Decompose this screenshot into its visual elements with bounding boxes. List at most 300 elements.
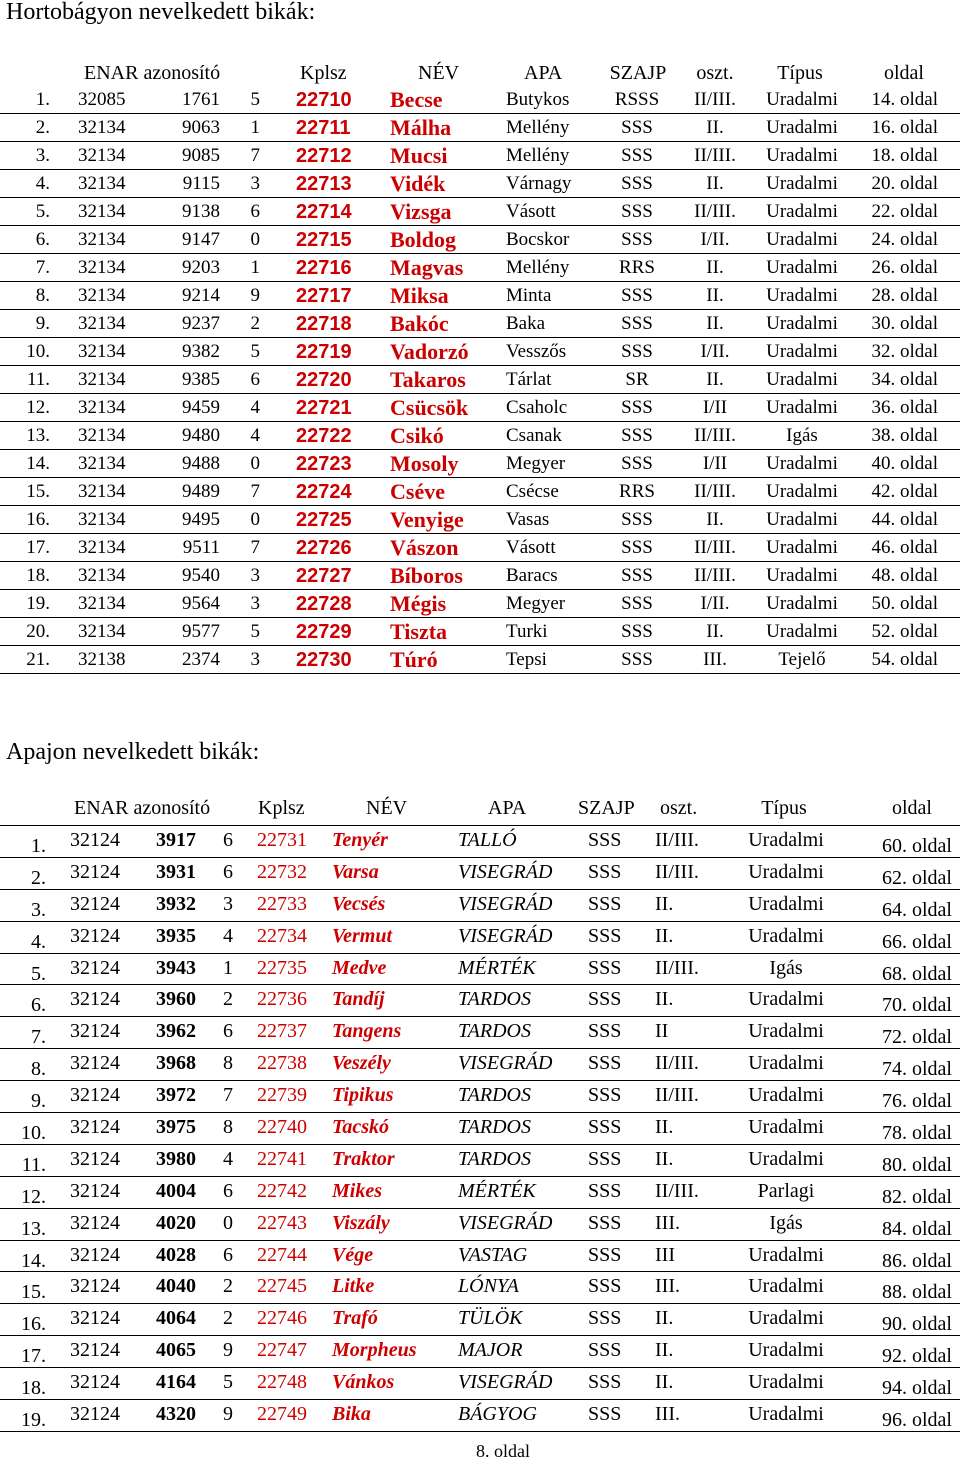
bull-name: Trafó — [332, 1307, 378, 1330]
header-kplsz: Kplsz — [300, 62, 347, 84]
header-enar: ENAR azonosító — [74, 797, 211, 819]
table-row — [0, 450, 960, 478]
type-cell: Uradalmi — [748, 892, 824, 915]
szajp-cell: SSS — [588, 1371, 622, 1394]
sire-name: Várnagy — [506, 173, 572, 194]
table-row — [0, 1017, 960, 1049]
table-row — [0, 254, 960, 282]
enar-part-1: 32134 — [78, 397, 126, 418]
sire-name: TARDOS — [458, 988, 531, 1011]
szajp-cell: RSSS — [614, 89, 660, 110]
bull-name: Mucsi — [390, 143, 448, 168]
class-cell: II. — [655, 988, 674, 1011]
enar-part-1: 32124 — [70, 1020, 120, 1043]
table-row — [0, 282, 960, 310]
enar-check-digit: 8 — [223, 1116, 233, 1139]
class-cell: I/II. — [700, 229, 730, 250]
enar-part-1: 32124 — [70, 1243, 120, 1266]
enar-check-digit: 4 — [250, 425, 260, 446]
bull-name: Bíboros — [390, 563, 463, 588]
enar-part-1: 32134 — [78, 313, 126, 334]
class-cell: II. — [706, 117, 724, 138]
enar-check-digit: 0 — [250, 509, 260, 530]
szajp-cell: SSS — [588, 1275, 622, 1298]
enar-check-digit: 4 — [223, 1147, 233, 1170]
bull-name: Vánkos — [332, 1371, 395, 1394]
bull-name: Tandíj — [332, 988, 385, 1011]
class-cell: II. — [655, 1116, 674, 1139]
class-cell: II. — [706, 369, 724, 390]
sire-name: Csécse — [506, 481, 559, 502]
sire-name: Csanak — [506, 425, 562, 446]
enar-part-2: 3980 — [156, 1147, 196, 1170]
bull-name: Litke — [332, 1275, 375, 1298]
page-ref: 24. oldal — [871, 229, 938, 250]
enar-check-digit: 5 — [223, 1371, 233, 1394]
table-row — [0, 646, 960, 674]
szajp-cell: SSS — [588, 924, 622, 947]
kplsz-cell: 22726 — [296, 537, 352, 559]
row-number: 18. — [21, 1377, 46, 1400]
header-szajp: SZAJP — [578, 797, 635, 819]
enar-check-digit: 5 — [250, 89, 260, 110]
enar-part-2: 4164 — [156, 1371, 196, 1394]
kplsz-cell: 22730 — [296, 649, 352, 671]
row-number: 20. — [26, 621, 50, 642]
szajp-cell: SSS — [621, 313, 653, 334]
kplsz-cell: 22732 — [257, 860, 307, 883]
szajp-cell: SSS — [588, 1084, 622, 1107]
page-ref: 84. oldal — [882, 1217, 952, 1240]
enar-part-1: 32124 — [70, 1371, 120, 1394]
enar-check-digit: 6 — [223, 1243, 233, 1266]
sire-name: VISEGRÁD — [458, 860, 553, 883]
type-cell: Uradalmi — [748, 829, 824, 851]
page-ref: 20. oldal — [871, 173, 938, 194]
table-row — [0, 590, 960, 618]
enar-check-digit: 2 — [223, 1275, 233, 1298]
enar-part-2: 9540 — [182, 565, 220, 586]
page-ref: 14. oldal — [871, 89, 938, 110]
bull-name: Tiszta — [390, 619, 448, 644]
enar-check-digit: 6 — [223, 1179, 233, 1202]
header-kplsz: Kplsz — [258, 797, 305, 819]
enar-part-1: 32134 — [78, 173, 126, 194]
page-ref: 90. oldal — [882, 1313, 952, 1336]
enar-part-2: 3962 — [156, 1020, 196, 1043]
bull-name: Viszály — [332, 1211, 390, 1234]
enar-part-2: 3917 — [156, 829, 196, 851]
bull-name: Morpheus — [332, 1339, 417, 1362]
table-row — [0, 198, 960, 226]
enar-check-digit: 4 — [223, 924, 233, 947]
table-row — [0, 422, 960, 450]
header-apa: APA — [524, 62, 563, 84]
class-cell: III. — [703, 649, 727, 670]
table-row — [0, 826, 960, 858]
row-number: 16. — [26, 509, 50, 530]
szajp-cell: SSS — [621, 173, 653, 194]
szajp-cell: SSS — [588, 829, 622, 851]
table-row — [0, 922, 960, 954]
enar-part-1: 32124 — [70, 1211, 120, 1234]
table-row — [0, 506, 960, 534]
bull-name: Vizsga — [390, 199, 452, 224]
class-cell: II/III. — [655, 1052, 699, 1075]
table-row — [0, 562, 960, 590]
enar-part-2: 4040 — [156, 1275, 196, 1298]
row-number: 5. — [35, 201, 50, 222]
header-oszt: oszt. — [696, 62, 734, 84]
enar-check-digit: 5 — [250, 621, 260, 642]
table-row — [0, 985, 960, 1017]
enar-part-2: 9147 — [182, 229, 220, 250]
type-cell: Uradalmi — [766, 397, 838, 418]
kplsz-cell: 22736 — [257, 988, 307, 1011]
page-ref: 44. oldal — [871, 509, 938, 530]
kplsz-cell: 22725 — [296, 509, 352, 531]
bull-name: Bakóc — [390, 311, 449, 336]
enar-part-1: 32124 — [70, 1307, 120, 1330]
enar-check-digit: 3 — [250, 649, 260, 670]
szajp-cell: SSS — [588, 1147, 622, 1170]
bull-name: Mosoly — [390, 451, 459, 476]
sire-name: Megyer — [506, 453, 566, 474]
row-number: 19. — [26, 593, 50, 614]
class-cell: II. — [655, 1147, 674, 1170]
kplsz-cell: 22728 — [296, 593, 352, 615]
kplsz-cell: 22747 — [257, 1339, 307, 1362]
row-number: 15. — [21, 1281, 46, 1304]
szajp-cell: SSS — [588, 1243, 622, 1266]
enar-part-2: 9382 — [182, 341, 220, 362]
class-cell: I/II — [702, 453, 728, 474]
bull-name: Csikó — [390, 423, 444, 448]
bull-name: Venyige — [390, 507, 464, 532]
szajp-cell: SSS — [621, 621, 653, 642]
sire-name: Turki — [506, 621, 548, 642]
enar-part-2: 4065 — [156, 1339, 196, 1362]
table-row — [0, 534, 960, 562]
szajp-cell: SSS — [588, 1179, 622, 1202]
table-row — [0, 954, 960, 986]
enar-part-1: 32134 — [78, 537, 126, 558]
enar-part-1: 32134 — [78, 341, 126, 362]
enar-part-1: 32134 — [78, 285, 126, 306]
kplsz-cell: 22722 — [296, 425, 352, 447]
enar-check-digit: 4 — [250, 397, 260, 418]
row-number: 10. — [26, 341, 50, 362]
enar-part-1: 32085 — [78, 89, 126, 110]
page-ref: 16. oldal — [871, 117, 938, 138]
bull-name: Vecsés — [332, 892, 386, 915]
row-number: 17. — [26, 537, 50, 558]
table-row — [0, 142, 960, 170]
szajp-cell: SSS — [621, 509, 653, 530]
type-cell: Uradalmi — [748, 1371, 824, 1394]
kplsz-cell: 22746 — [257, 1307, 307, 1330]
type-cell: Uradalmi — [766, 117, 838, 138]
bull-name: Mégis — [390, 591, 447, 616]
enar-part-2: 9085 — [182, 145, 220, 166]
sire-name: Baka — [506, 313, 546, 334]
szajp-cell: SSS — [621, 425, 653, 446]
kplsz-cell: 22721 — [296, 397, 352, 419]
enar-part-1: 32124 — [70, 1084, 120, 1107]
row-number: 5. — [31, 962, 46, 985]
table-row — [0, 226, 960, 254]
kplsz-cell: 22716 — [296, 257, 352, 279]
row-number: 14. — [26, 453, 50, 474]
page-ref: 60. oldal — [882, 835, 952, 857]
enar-check-digit: 2 — [223, 1307, 233, 1330]
enar-check-digit: 3 — [250, 565, 260, 586]
bull-table-apaj — [0, 796, 960, 1432]
class-cell: II/III. — [694, 89, 736, 110]
type-cell: Uradalmi — [748, 1307, 824, 1330]
szajp-cell: SSS — [621, 341, 653, 362]
page-ref: 42. oldal — [871, 481, 938, 502]
page-ref: 86. oldal — [882, 1249, 952, 1272]
enar-part-1: 32124 — [70, 988, 120, 1011]
szajp-cell: SSS — [588, 1403, 622, 1426]
sire-name: TÜLÖK — [458, 1307, 523, 1330]
enar-part-2: 3931 — [156, 860, 196, 883]
szajp-cell: SSS — [588, 1116, 622, 1139]
enar-check-digit: 0 — [250, 229, 260, 250]
enar-check-digit: 0 — [250, 453, 260, 474]
enar-part-2: 4064 — [156, 1307, 196, 1330]
type-cell: Uradalmi — [766, 453, 838, 474]
class-cell: II/III. — [694, 537, 736, 558]
enar-check-digit: 5 — [250, 341, 260, 362]
enar-part-1: 32134 — [78, 117, 126, 138]
page-ref: 78. oldal — [882, 1122, 952, 1145]
table-row — [0, 858, 960, 890]
kplsz-cell: 22735 — [257, 956, 307, 979]
enar-check-digit: 3 — [223, 892, 233, 915]
class-cell: II. — [706, 313, 724, 334]
type-cell: Uradalmi — [748, 1147, 824, 1170]
page-number: 8. oldal — [476, 1441, 530, 1461]
table-row — [0, 890, 960, 922]
class-cell: II — [655, 1020, 669, 1043]
table-row — [0, 338, 960, 366]
kplsz-cell: 22743 — [257, 1211, 307, 1234]
enar-part-2: 3960 — [156, 988, 196, 1011]
table-row — [0, 114, 960, 142]
enar-check-digit: 0 — [223, 1211, 233, 1234]
kplsz-cell: 22717 — [296, 285, 352, 307]
enar-check-digit: 9 — [250, 285, 260, 306]
table-row — [0, 310, 960, 338]
type-cell: Uradalmi — [748, 1339, 824, 1362]
page-ref: 48. oldal — [871, 565, 938, 586]
enar-part-2: 9214 — [182, 285, 220, 306]
kplsz-cell: 22731 — [257, 829, 307, 851]
enar-part-2: 9385 — [182, 369, 220, 390]
enar-check-digit: 3 — [250, 593, 260, 614]
enar-part-2: 9564 — [182, 593, 220, 614]
enar-check-digit: 6 — [223, 1020, 233, 1043]
kplsz-cell: 22710 — [296, 89, 352, 111]
kplsz-cell: 22741 — [257, 1147, 307, 1170]
row-number: 7. — [31, 1026, 46, 1049]
class-cell: II/III. — [694, 565, 736, 586]
class-cell: I/II — [702, 397, 728, 418]
header-apa: APA — [488, 797, 527, 819]
szajp-cell: SSS — [621, 565, 653, 586]
kplsz-cell: 22742 — [257, 1179, 307, 1202]
page-ref: 72. oldal — [882, 1026, 952, 1049]
row-number: 4. — [35, 173, 50, 194]
row-number: 9. — [35, 313, 50, 334]
enar-part-1: 32134 — [78, 593, 126, 614]
table-row — [0, 1145, 960, 1177]
type-cell: Igás — [769, 1211, 803, 1234]
table-row — [0, 1304, 960, 1336]
kplsz-cell: 22724 — [296, 481, 352, 503]
enar-part-1: 32124 — [70, 1052, 120, 1075]
table-row — [0, 1081, 960, 1113]
enar-part-1: 32124 — [70, 924, 120, 947]
page-ref: 52. oldal — [871, 621, 938, 642]
szajp-cell: RRS — [619, 481, 655, 502]
szajp-cell: SSS — [588, 988, 622, 1011]
row-number: 11. — [21, 1153, 46, 1176]
bull-name: Vidék — [390, 171, 446, 196]
kplsz-cell: 22715 — [296, 229, 352, 251]
class-cell: II. — [706, 257, 724, 278]
page-ref: 26. oldal — [871, 257, 938, 278]
szajp-cell: SSS — [621, 117, 653, 138]
class-cell: II/III. — [694, 481, 736, 502]
row-number: 9. — [31, 1090, 46, 1113]
enar-part-1: 32134 — [78, 509, 126, 530]
page-ref: 36. oldal — [871, 397, 938, 418]
enar-part-2: 4020 — [156, 1211, 196, 1234]
page-ref: 32. oldal — [871, 341, 938, 362]
kplsz-cell: 22713 — [296, 173, 352, 195]
table-row — [0, 366, 960, 394]
header-szajp: SZAJP — [609, 62, 667, 84]
type-cell: Uradalmi — [766, 481, 838, 502]
enar-check-digit: 9 — [223, 1339, 233, 1362]
page-ref: 80. oldal — [882, 1153, 952, 1176]
enar-check-digit: 7 — [250, 145, 260, 166]
header-nev: NÉV — [366, 797, 408, 819]
enar-part-2: 3943 — [156, 956, 196, 979]
enar-part-1: 32134 — [78, 481, 126, 502]
szajp-cell: SSS — [621, 593, 653, 614]
bull-name: Miksa — [390, 283, 449, 308]
class-cell: II. — [706, 285, 724, 306]
sire-name: Bocskor — [506, 229, 570, 250]
page-ref: 64. oldal — [882, 898, 952, 921]
type-cell: Uradalmi — [766, 593, 838, 614]
kplsz-cell: 22723 — [296, 453, 352, 475]
szajp-cell: SSS — [621, 537, 653, 558]
page-ref: 54. oldal — [871, 649, 938, 670]
bull-name: Boldog — [390, 227, 457, 252]
table-row — [0, 1049, 960, 1081]
enar-part-2: 4028 — [156, 1243, 196, 1266]
szajp-cell: SSS — [621, 229, 653, 250]
class-cell: II/III. — [694, 201, 736, 222]
row-number: 14. — [21, 1249, 46, 1272]
kplsz-cell: 22733 — [257, 892, 307, 915]
szajp-cell: SSS — [588, 1052, 622, 1075]
row-number: 13. — [26, 425, 50, 446]
enar-part-2: 4320 — [156, 1403, 196, 1426]
table-header-row — [0, 796, 960, 826]
type-cell: Tejelő — [778, 649, 826, 670]
enar-check-digit: 6 — [250, 201, 260, 222]
page-ref: 76. oldal — [882, 1090, 952, 1113]
sire-name: Butykos — [506, 89, 570, 110]
enar-check-digit: 7 — [223, 1084, 233, 1107]
szajp-cell: SSS — [621, 453, 653, 474]
row-number: 4. — [31, 930, 46, 953]
row-number: 1. — [31, 835, 46, 857]
class-cell: II/III. — [655, 1084, 699, 1107]
type-cell: Uradalmi — [766, 369, 838, 390]
enar-part-2: 9203 — [182, 257, 220, 278]
kplsz-cell: 22749 — [257, 1403, 307, 1426]
kplsz-cell: 22719 — [296, 341, 352, 363]
type-cell: Igás — [769, 956, 803, 979]
header-tipus: Típus — [761, 797, 807, 819]
bull-name: Takaros — [390, 367, 466, 392]
header-oldal: oldal — [884, 62, 924, 84]
type-cell: Parlagi — [757, 1179, 815, 1202]
enar-check-digit: 9 — [223, 1403, 233, 1426]
type-cell: Uradalmi — [748, 924, 824, 947]
class-cell: III. — [655, 1403, 680, 1426]
type-cell: Uradalmi — [766, 341, 838, 362]
type-cell: Igás — [786, 425, 818, 446]
table-row — [0, 1241, 960, 1273]
sire-name: TALLÓ — [458, 829, 517, 851]
class-cell: II/III. — [694, 145, 736, 166]
enar-part-2: 3968 — [156, 1052, 196, 1075]
row-number: 12. — [21, 1185, 46, 1208]
class-cell: II/III. — [655, 829, 699, 851]
type-cell: Uradalmi — [766, 89, 838, 110]
bull-name: Traktor — [332, 1147, 395, 1170]
bull-name: Vége — [332, 1243, 374, 1266]
enar-part-2: 3935 — [156, 924, 196, 947]
type-cell: Uradalmi — [766, 257, 838, 278]
page-ref: 62. oldal — [882, 866, 952, 889]
enar-part-1: 32134 — [78, 369, 126, 390]
page-ref: 50. oldal — [871, 593, 938, 614]
enar-part-2: 9495 — [182, 509, 220, 530]
kplsz-cell: 22739 — [257, 1084, 307, 1107]
sire-name: TARDOS — [458, 1116, 531, 1139]
kplsz-cell: 22718 — [296, 313, 352, 335]
sire-name: Vásott — [506, 537, 556, 558]
bull-name: Csücsök — [390, 395, 469, 420]
sire-name: MAJOR — [458, 1339, 523, 1362]
page-ref: 28. oldal — [871, 285, 938, 306]
bull-name: Mikes — [332, 1179, 382, 1202]
row-number: 21. — [26, 649, 50, 670]
table-row — [0, 1272, 960, 1304]
row-number: 7. — [35, 257, 50, 278]
enar-part-2: 4004 — [156, 1179, 196, 1202]
enar-check-digit: 7 — [250, 481, 260, 502]
